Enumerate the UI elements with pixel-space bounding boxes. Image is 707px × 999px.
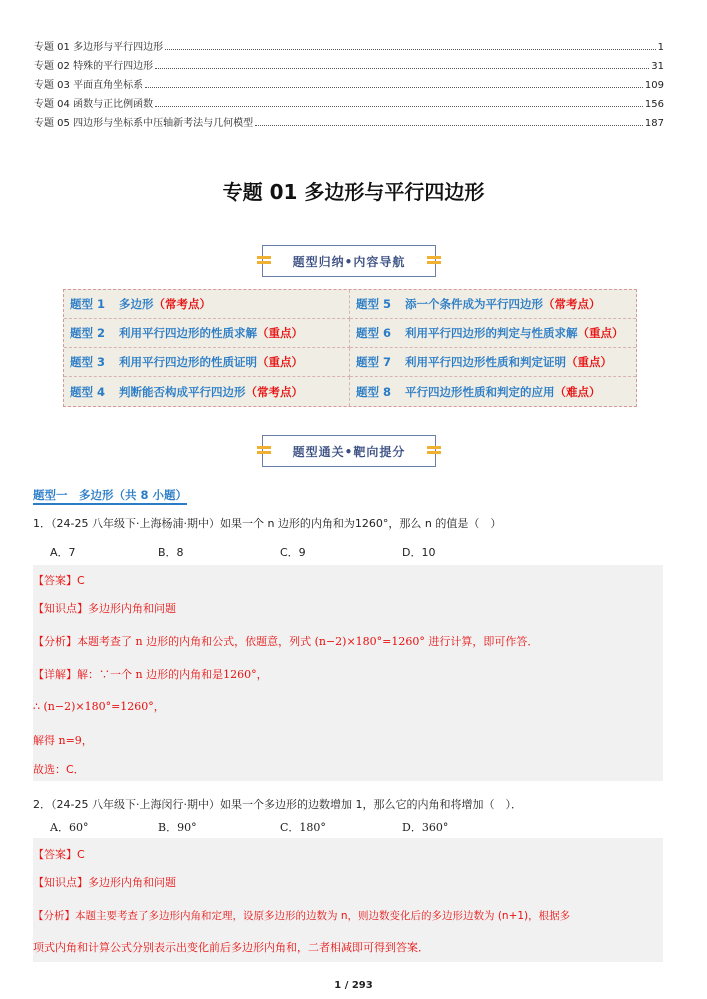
topic-title: 利用平行四边形性质和判定证明 xyxy=(405,355,567,369)
question-2-solution xyxy=(33,838,663,962)
toc-page: 187 xyxy=(644,118,664,129)
topic-tag: （重点） xyxy=(566,355,613,369)
option-b[interactable]: B．8 xyxy=(158,546,184,559)
topic-nav-item[interactable] xyxy=(350,377,636,406)
toc-leader xyxy=(145,79,643,88)
topic-title: 利用平行四边形的性质求解 xyxy=(119,326,258,340)
topic-tag: （重点） xyxy=(257,326,304,340)
topic-title: 判断能否构成平行四边形 xyxy=(119,384,246,399)
topic-tag: （常考点） xyxy=(153,297,212,311)
option-d[interactable]: D．360° xyxy=(402,821,449,834)
answer: 【答案】C xyxy=(33,848,85,861)
topic-nav-item[interactable] xyxy=(350,348,636,377)
toc-label: 专题 03 平面直角坐标系 xyxy=(34,80,144,91)
topic-tag: （重点） xyxy=(577,326,624,340)
banner-label: 题型通关•靶向提分 xyxy=(292,444,406,459)
topic-number: 题型 2 xyxy=(70,326,106,340)
knowledge-point: 【知识点】多边形内角和问题 xyxy=(33,602,176,615)
banner-tab-icon xyxy=(427,446,441,454)
topic-nav-item[interactable] xyxy=(64,377,350,406)
topic-tag: （难点） xyxy=(554,384,601,399)
topic-title: 利用平行四边形的性质证明 xyxy=(119,355,258,369)
toc-page: 1 xyxy=(657,42,664,53)
banner-tab-icon xyxy=(427,256,441,264)
banner-tab-icon xyxy=(257,256,271,264)
option-c[interactable]: C．9 xyxy=(280,546,306,559)
toc-leader xyxy=(155,60,649,69)
topic-nav-item[interactable] xyxy=(350,319,636,348)
option-d[interactable]: D．10 xyxy=(402,546,436,559)
page-number: 1 / 293 xyxy=(334,980,373,991)
toc-entry[interactable] xyxy=(34,114,664,129)
detail-line: 解得 n=9， xyxy=(33,734,93,747)
toc-entry[interactable] xyxy=(34,57,664,72)
topic-number: 题型 6 xyxy=(356,326,392,340)
topic-number: 题型 7 xyxy=(356,355,392,369)
detail-line: ∴ (n−2)×180°=1260°， xyxy=(33,700,165,713)
topic-title: 利用平行四边形的判定与性质求解 xyxy=(405,326,578,340)
topic-number: 题型 8 xyxy=(356,384,392,399)
question-2-stem: 2．（24-25 八年级下·上海闵行·期中）如果一个多边形的边数增加 1，那么它的内角和将增加（ ）． xyxy=(33,798,522,811)
topic-tag: （常考点） xyxy=(543,297,601,311)
option-c[interactable]: C．180° xyxy=(280,821,326,834)
nav-banner xyxy=(262,245,436,277)
toc-page: 31 xyxy=(651,61,664,72)
toc-entry[interactable] xyxy=(34,95,664,110)
toc-label: 专题 05 四边形与坐标系中压轴新考法与几何模型 xyxy=(34,118,254,129)
toc-label: 专题 02 特殊的平行四边形 xyxy=(34,61,154,72)
toc-label: 专题 01 多边形与平行四边形 xyxy=(34,42,164,53)
banner-tab-icon xyxy=(257,446,271,454)
analysis: 【分析】本题主要考查了多边形内角和定理，设原多边形的边数为 n，则边数变化后的多边形边数为 (n+1)，根据多 xyxy=(33,910,571,922)
answer: 【答案】C xyxy=(33,574,85,587)
practice-banner xyxy=(262,435,436,467)
topic-number: 题型 5 xyxy=(356,297,392,311)
topic-number: 题型 3 xyxy=(70,355,106,369)
toc-entry[interactable] xyxy=(34,76,664,91)
toc-leader xyxy=(165,41,656,50)
topic-title: 平行四边形性质和判定的应用 xyxy=(405,384,555,399)
analysis: 【分析】本题考查了 n 边形的内角和公式，依题意，列式 (n−2)×180°=1260° 进行计算，即可作答． xyxy=(33,635,539,648)
banner-label: 题型归纳•内容导航 xyxy=(292,254,406,269)
topic-tag: （重点） xyxy=(257,355,304,369)
option-a[interactable]: A．60° xyxy=(50,821,89,834)
detail-line: 【详解】解：∵一个 n 边形的内角和是1260°， xyxy=(33,668,268,681)
toc-leader xyxy=(155,98,643,107)
toc-entry[interactable] xyxy=(34,38,664,53)
detail-line: 故选：C． xyxy=(33,763,85,776)
topic-tag: （常考点） xyxy=(245,384,304,399)
topic-nav-item[interactable] xyxy=(64,319,350,348)
topic-number: 题型 1 xyxy=(70,297,106,311)
toc-leader xyxy=(255,117,643,126)
toc-page: 156 xyxy=(644,99,664,110)
topic-title: 多边形 xyxy=(119,297,154,311)
analysis-continued: 项式内角和计算公式分别表示出变化前后多边形内角和，二者相减即可得到答案． xyxy=(33,941,429,954)
topic-title: 添一个条件成为平行四边形 xyxy=(405,297,544,311)
topic-nav-table xyxy=(63,289,637,407)
toc-page: 109 xyxy=(644,80,664,91)
toc-label: 专题 04 函数与正比例函数 xyxy=(34,99,154,110)
topic-nav-item[interactable] xyxy=(64,290,350,319)
option-a[interactable]: A．7 xyxy=(50,546,76,559)
topic-number: 题型 4 xyxy=(70,384,106,399)
knowledge-point: 【知识点】多边形内角和问题 xyxy=(33,876,176,889)
topic-nav-item[interactable] xyxy=(350,290,636,319)
question-1-stem: 1．（24-25 八年级下·上海杨浦·期中）如果一个 n 边形的内角和为1260°，那么 n 的值是（ ） xyxy=(33,517,502,530)
section-heading[interactable]: 题型一 多边形（共 8 小题） xyxy=(33,487,187,505)
option-b[interactable]: B．90° xyxy=(158,821,197,834)
page-title: 专题 01 多边形与平行四边形 xyxy=(222,180,485,204)
topic-nav-item[interactable] xyxy=(64,348,350,377)
question-1-solution xyxy=(33,565,663,781)
